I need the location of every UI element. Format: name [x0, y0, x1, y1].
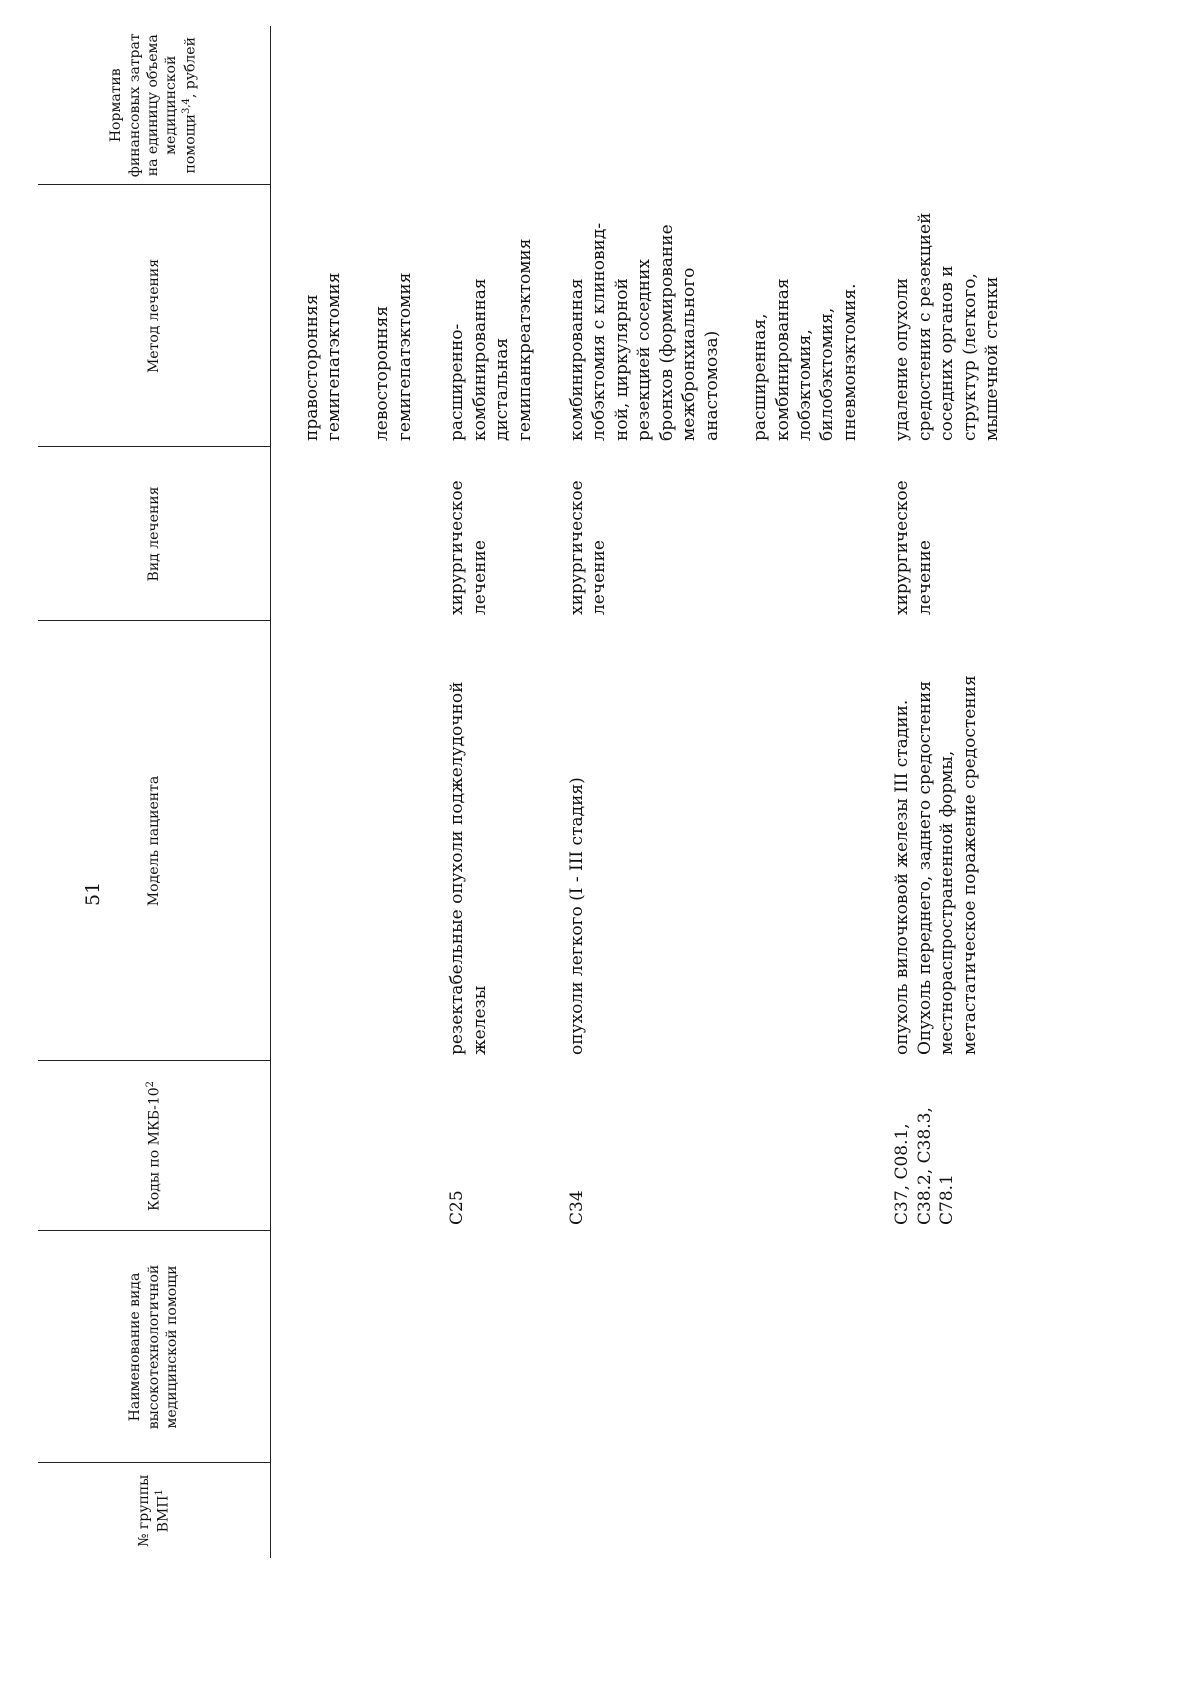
- cell-norm: [891, 26, 1003, 185]
- method-item: удаление опухоли средостения с резекцией соседних органов и структур (легкого, мышечной стенки: [892, 212, 1002, 441]
- cell-model: опухоль вилочковой железы III стадии. Опухоль переднего, заднего средостения местнораспространенной формы, метастатическое поражение средостения: [892, 675, 980, 1055]
- table-row: [566, 26, 861, 1558]
- header-treatment-method: Метод лечения: [38, 185, 270, 447]
- method-item: комбинированная лобэктомия с клиновид-ной, циркулярной резекцией соседних бронхов (формирование межбронхиального анастомоза): [567, 222, 722, 441]
- method-item: левосторонняя гемигепатэктомия: [372, 272, 415, 441]
- cell-type: хирургическое лечение: [447, 480, 490, 615]
- cell-type: [301, 447, 417, 621]
- cell-methods: [446, 185, 536, 447]
- cell-codes: [301, 1061, 417, 1231]
- header-patient-model: Модель пациента: [38, 621, 270, 1061]
- table-row: [891, 26, 1003, 1558]
- vmp-table: [38, 26, 1003, 1558]
- cell-norm: [301, 26, 417, 185]
- cell-codes: C34: [567, 1190, 587, 1225]
- cell-model: [301, 621, 417, 1061]
- cell-group-no: [891, 1463, 1003, 1558]
- cell-vmp-name: [446, 1231, 536, 1463]
- cell-group-no: [566, 1463, 861, 1558]
- table-row: [446, 26, 536, 1558]
- header-group-no: № группы ВМП$^1$: [38, 1463, 270, 1558]
- cell-methods: [301, 185, 417, 447]
- page-number: 51: [82, 881, 104, 906]
- cell-norm: [566, 26, 861, 185]
- cell-type: хирургическое лечение: [892, 480, 935, 615]
- cell-vmp-name: [891, 1231, 1003, 1463]
- method-item: правосторонняя гемигепатэктомия: [301, 272, 344, 441]
- cell-methods: [891, 185, 1003, 447]
- header-vmp-name: Наименование вида высокотехнологичной медицинской помощи: [38, 1231, 270, 1463]
- cell-group-no: [446, 1463, 536, 1558]
- cell-model: опухоли легкого (I - III стадия): [567, 777, 587, 1055]
- cell-vmp-name: [566, 1231, 861, 1463]
- cell-codes: C37, C08.1, C38.2, C38.3, C78.1: [892, 1107, 958, 1225]
- cell-methods: [566, 185, 861, 447]
- cell-vmp-name: [301, 1231, 417, 1463]
- table-header-row: [38, 26, 270, 1558]
- cell-model: резектабельные опухоли поджелудочной железы: [447, 681, 490, 1055]
- header-mkb-codes: Коды по МКБ-$10^2$: [38, 1061, 270, 1231]
- cell-group-no: [301, 1463, 417, 1558]
- method-item: расширенная, комбинированная лобэктомия, билобэктомия, пневмонэктомия.: [750, 278, 860, 441]
- header-treatment-type: Вид лечения: [38, 447, 270, 621]
- header-norm: Норматив финансовых затрат на единицу объема медицинской помощи$^{3,4}$, рублей: [38, 26, 270, 185]
- cell-type: хирургическое лечение: [567, 480, 610, 615]
- cell-norm: [446, 26, 536, 185]
- cell-codes: C25: [447, 1190, 468, 1225]
- method-item: расширенно-комбинированная дистальная гемипанкреатэктомия: [447, 238, 535, 441]
- table-row: [301, 26, 417, 1558]
